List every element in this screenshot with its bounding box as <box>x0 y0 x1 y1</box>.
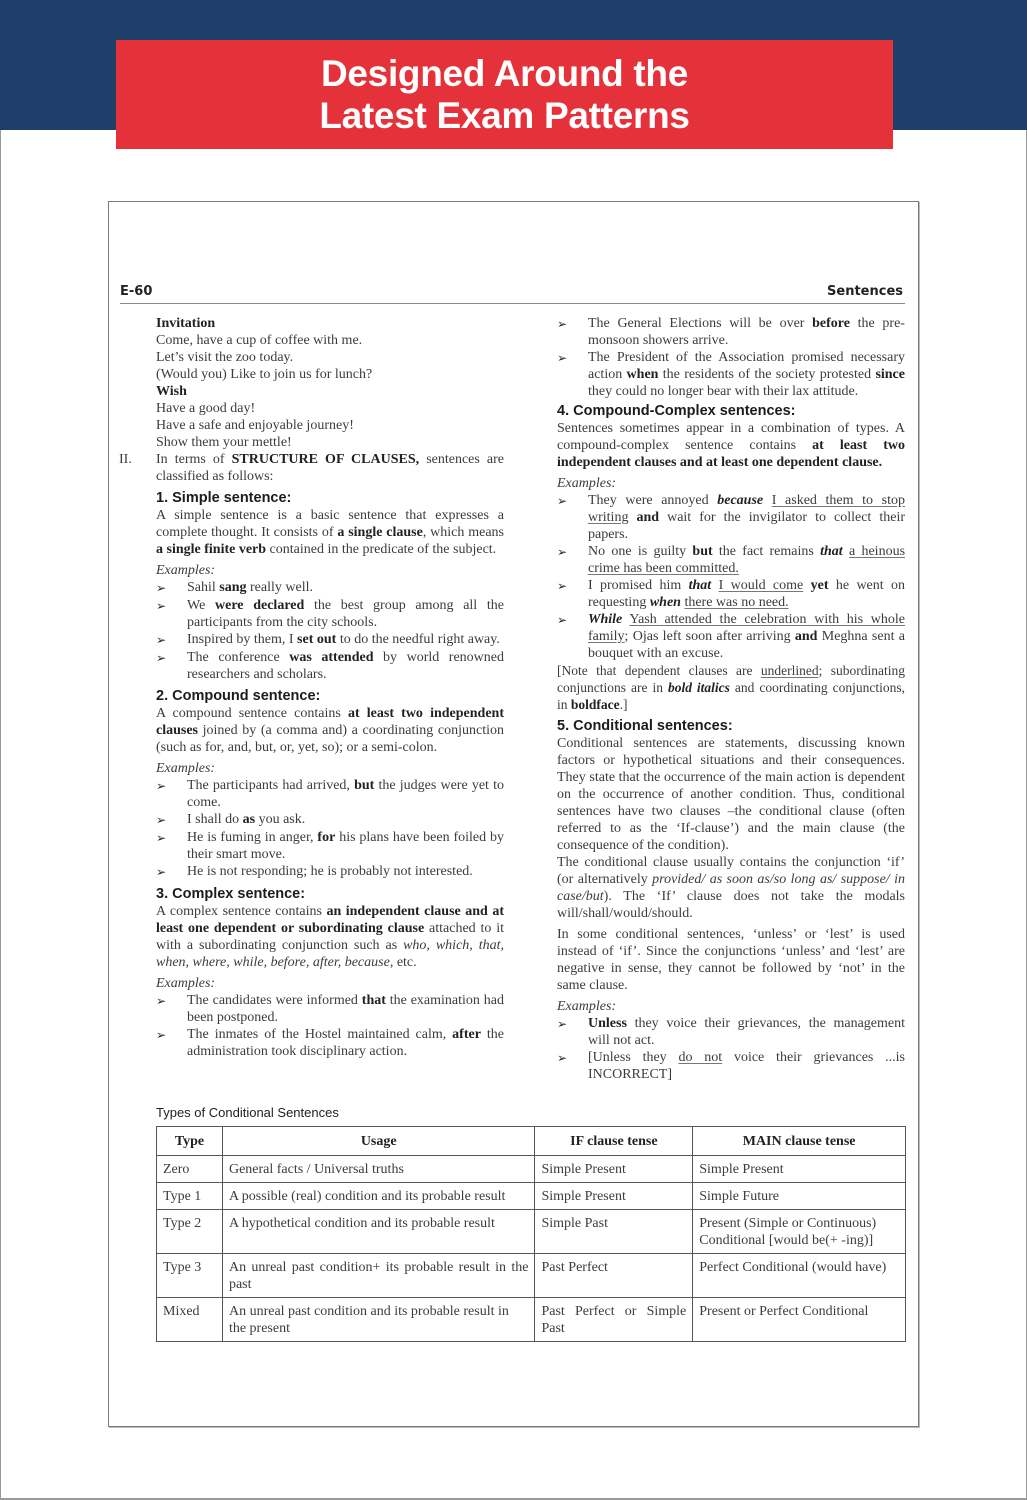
example-item: ➢ While Yash attended the celebration with his whole family; Ojas left soon after arriving and Meghna sent a bouquet with an excuse. <box>557 612 906 661</box>
column-header: IF clause tense <box>535 1127 693 1156</box>
table-cell: Perfect Conditional (would have) <box>693 1254 906 1298</box>
example-list <box>557 1015 905 1083</box>
table-cell: An unreal past condition+ its probable result in the past <box>222 1254 535 1298</box>
arrow-bullet-icon: ➢ <box>557 351 568 365</box>
example-item: ➢ The inmates of the Hostel maintained calm, after the administration took disciplinary action. <box>156 1027 504 1059</box>
table-cell: Type 3 <box>157 1254 223 1298</box>
page-number: E-60 <box>120 284 153 299</box>
table-cell: Mixed <box>157 1298 223 1342</box>
column-header: MAIN clause tense <box>693 1127 906 1156</box>
invitation-line: Let’s visit the zoo today. <box>156 350 294 365</box>
example-list <box>156 579 504 683</box>
section-body: The conditional clause usually contains the conjunction ‘if’ (or alternatively provided/ as soon as/so long as/ suppose/ in case/but). The ‘If’ clause does not take the modals will/shall/would/should. <box>557 855 906 921</box>
example-item: ➢ The General Elections will be over before the pre-monsoon showers arrive. <box>557 316 905 348</box>
invitation-label: Invitation <box>156 316 216 331</box>
arrow-bullet-icon: ➢ <box>156 865 167 879</box>
arrow-bullet-icon: ➢ <box>156 831 167 845</box>
arrow-bullet-icon: ➢ <box>557 1051 568 1065</box>
arrow-bullet-icon: ➢ <box>156 994 167 1008</box>
arrow-bullet-icon: ➢ <box>156 599 167 613</box>
section-numeral: II. <box>119 452 132 467</box>
section-body: In some conditional sentences, ‘unless’ or ‘lest’ is used instead of ‘if’. Since the conjunctions ‘unless’ and ‘lest’ are negative in sense, they cannot be followed by ‘not’ in the same clause. <box>557 927 905 993</box>
arrow-bullet-icon: ➢ <box>156 581 167 595</box>
wish-line: Have a safe and enjoyable journey! <box>156 418 354 433</box>
examples-label: Examples: <box>156 563 216 578</box>
examples-label: Examples: <box>156 976 216 991</box>
section-heading: 5. Conditional sentences: <box>557 718 733 734</box>
example-item: ➢ He is fuming in anger, for his plans have been foiled by their smart move. <box>156 830 504 862</box>
section-body: A simple sentence is a basic sentence that expresses a complete thought. It consists of a single clause, which means a single finite verb contained in the predicate of the subject. <box>156 508 504 557</box>
table-cell: Simple Present <box>535 1183 693 1210</box>
examples-label: Examples: <box>156 761 216 776</box>
section-ii <box>119 451 504 485</box>
table-title: Types of Conditional Sentences <box>156 1105 339 1120</box>
example-item: ➢ Sahil sang really well. <box>156 580 313 595</box>
table-cell: Type 1 <box>157 1183 223 1210</box>
table-cell: Zero <box>157 1156 223 1183</box>
banner-title-line-1: Designed Around the <box>320 52 689 94</box>
wish-label: Wish <box>156 384 187 399</box>
left-column <box>119 315 504 1060</box>
section-body: A complex sentence contains an independent clause and at least one dependent or subordinating clause attached to it with a subordinating conjunction such as who, which, that, when, where, while, before, after, because, etc. <box>156 904 504 970</box>
column-header: Type <box>157 1127 223 1156</box>
example-item: ➢ We were declared the best group among all the participants from the city schools. <box>156 598 504 630</box>
example-list <box>557 492 905 662</box>
example-item: ➢ Unless they voice their grievances, the management will not act. <box>557 1016 905 1048</box>
table-cell: Present (Simple or Continuous) Conditional [would be(+ -ing)] <box>693 1210 906 1254</box>
book-page <box>108 201 919 1427</box>
section-heading: 2. Compound sentence: <box>156 688 321 704</box>
wish-line: Have a good day! <box>156 401 256 416</box>
table-cell: General facts / Universal truths <box>222 1156 535 1183</box>
arrow-bullet-icon: ➢ <box>156 779 167 793</box>
simple-sentence-section <box>119 489 504 1060</box>
chapter-title: Sentences <box>827 284 903 299</box>
table-cell: Past Perfect or Simple Past <box>535 1298 693 1342</box>
table-row <box>157 1254 906 1298</box>
arrow-bullet-icon: ➢ <box>156 813 167 827</box>
section-body: Sentences sometimes appear in a combination of types. A compound-complex sentence contains at least two independent clauses and at least one dependent clause. <box>557 421 905 470</box>
table-cell: Simple Past <box>535 1210 693 1254</box>
table-row <box>157 1156 906 1183</box>
example-item: ➢ I shall do as you ask. <box>156 812 306 827</box>
arrow-bullet-icon: ➢ <box>557 494 568 508</box>
column-header: Usage <box>222 1127 535 1156</box>
table-cell: A hypothetical condition and its probable result <box>222 1210 535 1254</box>
example-item: ➢ He is not responding; he is probably not interested. <box>156 864 473 879</box>
arrow-bullet-icon: ➢ <box>557 545 568 559</box>
table-row <box>157 1210 906 1254</box>
table-cell: A possible (real) condition and its probable result <box>222 1183 535 1210</box>
example-item: ➢ [Unless they do not voice their grievances ...is INCORRECT] <box>557 1050 905 1082</box>
example-list <box>156 777 504 881</box>
example-item: ➢ They were annoyed because I asked them to stop writing and wait for the invigilator to collect their papers. <box>557 493 905 542</box>
table-cell: Simple Present <box>693 1156 906 1183</box>
arrow-bullet-icon: ➢ <box>557 317 568 331</box>
table-cell: Type 2 <box>157 1210 223 1254</box>
section-heading: 3. Complex sentence: <box>156 886 306 902</box>
example-item: ➢ The participants had arrived, but the judges were yet to come. <box>156 778 504 810</box>
example-item: ➢ The President of the Association promised necessary action when the residents of the society protested since they could no longer bear with their lax attitude. <box>557 350 905 399</box>
section-body: Conditional sentences are statements, discussing known factors or hypothetical situations and their consequences. They state that the occurrence of the main action is dependent on the occurrence of another condition. Thus, conditional sentences have two clauses –the conditional clause (often referred to as the ‘If-clause’) and the main clause (the consequence of the condition). <box>557 736 905 853</box>
example-item: ➢ The candidates were informed that the examination had been postponed. <box>156 993 504 1025</box>
example-item: ➢ I promised him that I would come yet he went on requesting when there was no need. <box>557 578 906 610</box>
example-list <box>156 992 504 1060</box>
invitation-block <box>119 315 504 451</box>
table-cell: Simple Future <box>693 1183 906 1210</box>
arrow-bullet-icon: ➢ <box>557 579 568 593</box>
banner-title-line-2: Latest Exam Patterns <box>319 94 690 136</box>
arrow-bullet-icon: ➢ <box>557 1017 568 1031</box>
examples-label: Examples: <box>557 999 617 1014</box>
arrow-bullet-icon: ➢ <box>557 613 568 627</box>
running-head <box>120 284 905 304</box>
example-item: ➢ No one is guilty but the fact remains that a heinous crime has been committed. <box>557 544 906 576</box>
example-item: ➢ The conference was attended by world renowned researchers and scholars. <box>156 650 504 682</box>
examples-label: Examples: <box>557 476 617 491</box>
promo-banner <box>116 40 893 149</box>
table-header-row <box>157 1127 906 1156</box>
table-row <box>157 1298 906 1342</box>
arrow-bullet-icon: ➢ <box>156 633 167 647</box>
arrow-bullet-icon: ➢ <box>156 1028 167 1042</box>
invitation-line: (Would you) Like to join us for lunch? <box>156 367 373 382</box>
table-cell: Present or Perfect Conditional <box>693 1298 906 1342</box>
table-row <box>157 1183 906 1210</box>
invitation-line: Come, have a cup of coffee with me. <box>156 333 363 348</box>
section-body: A compound sentence contains at least two independent clauses joined by (a comma and) a coordinating conjunction (such as for, and, but, or, yet, so); or a semi-colon. <box>156 706 505 755</box>
example-list <box>557 315 905 400</box>
right-column <box>557 315 905 1083</box>
section-heading: 4. Compound-Complex sentences: <box>557 403 796 419</box>
section-heading: 1. Simple sentence: <box>156 490 292 506</box>
section-ii-text: In terms of STRUCTURE OF CLAUSES, sentences are classified as follows: <box>156 452 505 484</box>
arrow-bullet-icon: ➢ <box>156 651 167 665</box>
table-cell: An unreal past condition and its probable result in the present <box>222 1298 535 1342</box>
example-item: ➢ Inspired by them, I set out to do the needful right away. <box>156 632 500 647</box>
conditional-types-table <box>156 1126 906 1342</box>
note-text: [Note that dependent clauses are underlined; subordinating conjunctions are in bold italics and coordinating conjunctions, in boldface.] <box>557 663 905 712</box>
wish-line: Show them your mettle! <box>156 435 292 450</box>
table-cell: Simple Present <box>535 1156 693 1183</box>
table-cell: Past Perfect <box>535 1254 693 1298</box>
